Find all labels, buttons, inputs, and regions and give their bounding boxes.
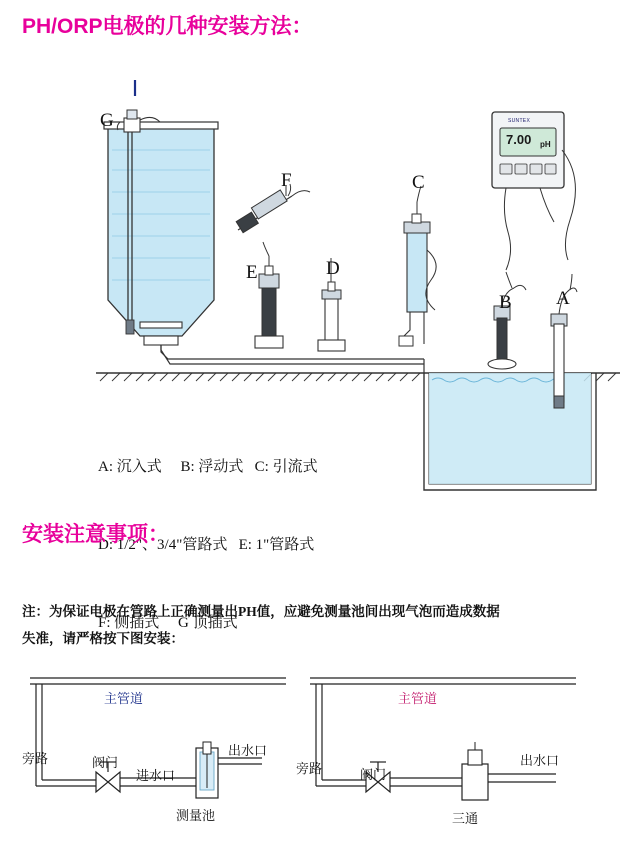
meter-unit: pH xyxy=(540,140,551,149)
right-outlet-label: 出水口 xyxy=(520,753,560,768)
legend-line-2: D: 1/2"、3/4"管路式 E: 1"管路式 xyxy=(98,537,315,553)
callout-C: C xyxy=(412,172,425,193)
callout-B: B xyxy=(499,292,512,313)
right-bypass-label: 旁路 xyxy=(296,761,323,776)
callout-G: G xyxy=(100,110,114,131)
note-line-2: 失准，请严格按下图安装： xyxy=(22,631,184,646)
callout-F: F xyxy=(281,170,292,191)
callout-E: E xyxy=(246,262,258,283)
left-bypass-label: 旁路 xyxy=(22,751,49,766)
right-tee-label: 三通 xyxy=(452,811,479,826)
page-title: PH/ORP电极的几种安装方法： xyxy=(22,15,313,38)
right-main-pipe-label: 主管道 xyxy=(398,691,438,706)
legend-line-1: A: 沉入式 B: 浮动式 C: 引流式 xyxy=(98,459,318,475)
right-valve-label: 阀门 xyxy=(360,767,387,782)
callout-A: A xyxy=(556,288,570,309)
left-inlet-label: 进水口 xyxy=(136,768,176,783)
left-valve-label: 阀门 xyxy=(92,755,119,770)
legend-line-3: F: 侧插式 G 顶插式 xyxy=(98,615,238,631)
left-main-pipe-label: 主管道 xyxy=(104,691,144,706)
callout-D: D xyxy=(326,258,340,279)
meter-reading: 7.00 xyxy=(506,132,532,147)
section-2-title: 安装注意事项： xyxy=(22,523,169,546)
left-outlet-label: 出水口 xyxy=(228,743,268,758)
left-cell-label: 测量池 xyxy=(176,808,216,823)
note-line-1: 注：为保证电极在管路上正确测量出PH值，应避免测量池间出现气泡而造成数据 xyxy=(22,604,500,619)
meter-brand-label: SUNTEX xyxy=(508,118,531,124)
